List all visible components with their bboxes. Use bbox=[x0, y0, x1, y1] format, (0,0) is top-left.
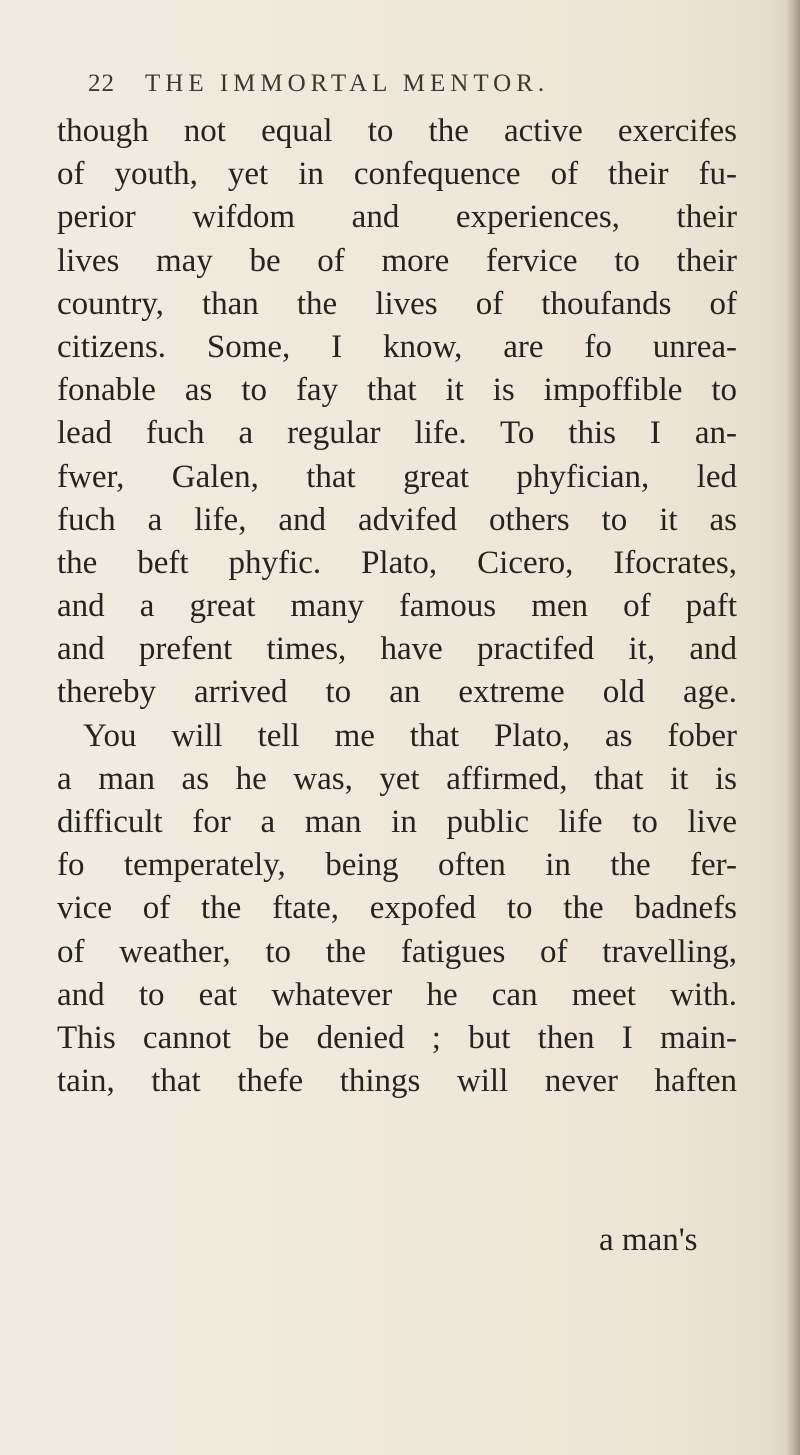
body-text bbox=[57, 110, 737, 1103]
text-line: and prefent times, have practifed it, and bbox=[57, 631, 737, 668]
text-line: citizens. Some, I know, are fo unrea- bbox=[57, 328, 737, 365]
catchword: a man's bbox=[599, 1222, 698, 1258]
page-edge-shadow bbox=[786, 0, 800, 1455]
text-line: the beft phyfic. Plato, Cicero, Ifocrates, bbox=[57, 544, 737, 581]
text-line: lead fuch a regular life. To this I an- bbox=[57, 415, 737, 452]
text-line: fuch a life, and advifed others to it as bbox=[57, 501, 737, 538]
text-line: lives may be of more fervice to their bbox=[57, 242, 737, 279]
text-line: perior wifdom and experiences, their bbox=[57, 199, 737, 236]
running-title: THE IMMORTAL MENTOR. bbox=[145, 70, 550, 97]
text-line: a man as he was, yet affirmed, that it is bbox=[57, 760, 737, 797]
text-line: vice of the ftate, expofed to the badnefs bbox=[57, 890, 737, 927]
text-line: tain, that thefe things will never haften bbox=[57, 1063, 737, 1100]
text-line: difficult for a man in public life to live bbox=[57, 804, 737, 840]
text-line: of weather, to the fatigues of travelling, bbox=[57, 933, 737, 970]
text-line: though not equal to the active exercifes bbox=[57, 113, 737, 149]
text-line: country, than the lives of thoufands of bbox=[57, 285, 737, 322]
paragraph-start-line: You will tell me that Plato, as fober bbox=[83, 717, 737, 754]
text-line: fwer, Galen, that great phyfician, led bbox=[57, 458, 737, 495]
text-line: of youth, yet in confequence of their fu- bbox=[57, 156, 737, 193]
text-line: and a great many famous men of paft bbox=[57, 588, 737, 625]
text-line: and to eat whatever he can meet with. bbox=[57, 976, 737, 1013]
text-line: This cannot be denied ; but then I main- bbox=[57, 1019, 737, 1056]
page-number: 22 bbox=[88, 70, 115, 97]
running-head bbox=[88, 70, 549, 98]
text-line: thereby arrived to an extreme old age. bbox=[57, 674, 737, 711]
text-line: fo temperately, being often in the fer- bbox=[57, 847, 737, 884]
text-line: fonable as to fay that it is impoffible to bbox=[57, 372, 737, 409]
